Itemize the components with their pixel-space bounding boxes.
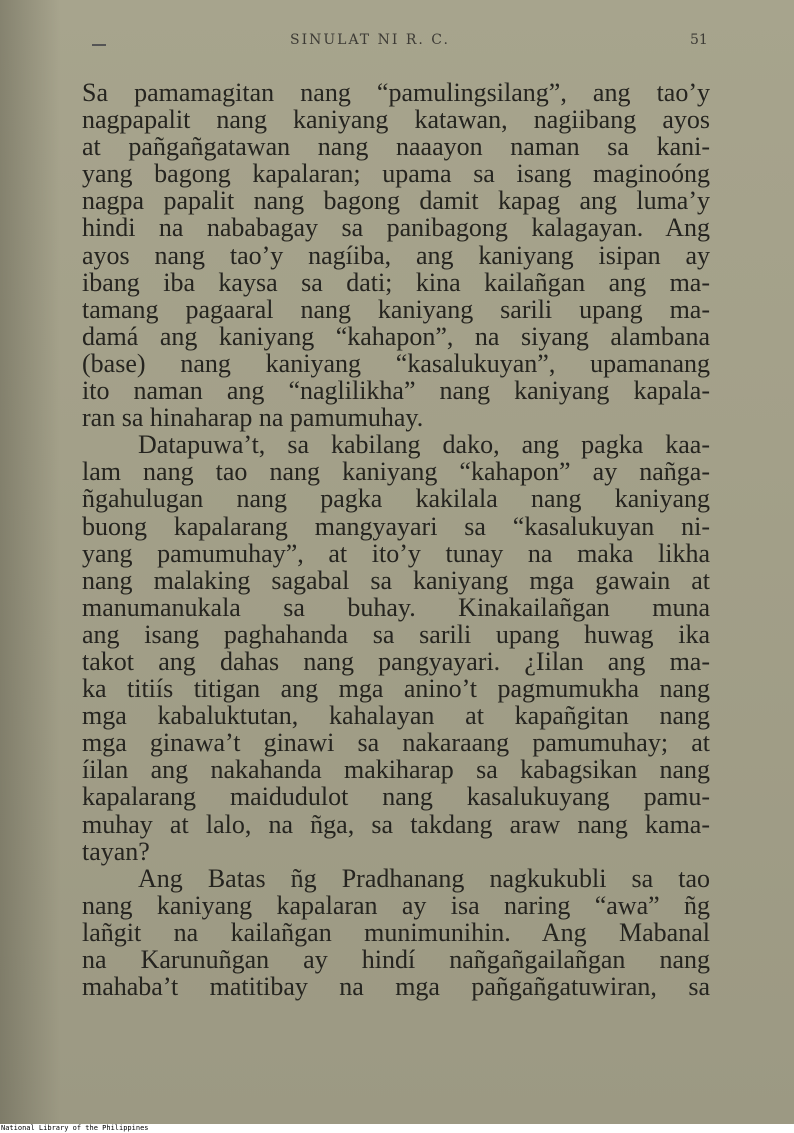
text-line: tamang pagaaral nang kaniyang sarili upang ma- [82,294,710,324]
text-line: nagpapalit nang kaniyang katawan, nagiibang ayos [82,105,710,135]
text-line: ka titiís titigan ang mga anino’t pagmumukha nang [82,674,710,704]
text-line: nang malaking sagabal sa kaniyang mga gawain at [82,565,710,595]
text-line: hindi na nababagay sa panibagong kalagayan. Ang [82,213,710,243]
text-line: muhay at lalo, na ñga, sa takdang araw nang kama- [82,809,710,839]
text-line: ibang iba kaysa sa dati; kina kailañgan ang ma- [82,267,710,297]
text-line: ang isang paghahanda sa sarili upang huwag ika [82,619,710,649]
text-line: na Karunuñgan ay hindí nañgañgailañgan nang [82,945,710,974]
body-text [82,79,710,1000]
page-edge-shadow [0,0,60,1124]
text-line: Ang Batas ñg Pradhanang nagkukubli sa tao [138,863,710,893]
text-line: Datapuwa’t, sa kabilang dako, ang pagka kaa- [138,430,710,460]
text-line: manumanukala sa buhay. Kinakailañgan muna [82,592,710,622]
page-header [0,30,794,54]
text-line: (base) nang kaniyang “kasalukuyan”, upamanang [82,348,710,378]
text-line: at pañgañgatawan nang naaayon naman sa kani- [82,132,710,162]
text-line: lañgit na kailañgan munimunihin. Ang Mabanal [82,917,710,947]
text-line: ito naman ang “naglilikha” nang kaniyang kapala- [82,376,710,406]
text-line: Sa pamamagitan nang “pamulingsilang”, ang tao’y [82,78,710,107]
text-line: mga kabaluktutan, kahalayan at kapañgitan nang [82,701,710,731]
text-line: yang bagong kapalaran; upama sa isang maginoóng [82,159,710,189]
text-line: buong kapalarang mangyayari sa “kasalukuyan ni- [82,511,710,541]
text-line: takot ang dahas nang pangyayari. ¿Iilan ang ma- [82,646,710,676]
text-line: kapalarang maidudulot nang kasalukuyang pamu- [82,782,710,812]
text-line: yang pamumuhay”, at ito’y tunay na maka likha [82,538,710,568]
text-line: mahaba’t matitibay na mga pañgañgatuwiran, sa [82,972,710,1002]
running-head: SINULAT NI R. C. [290,32,450,48]
text-line: ran sa hinaharap na pamumuhay. [82,403,424,433]
text-line: mga ginawa’t ginawi sa nakaraang pamumuhay; at [82,728,710,758]
text-line: nang kaniyang kapalaran ay isa naring “awa” ñg [82,890,710,920]
text-line: damá ang kaniyang “kahapon”, na siyang alambana [82,321,710,351]
page-number: 51 [690,32,708,48]
text-line: lam nang tao nang kaniyang “kahapon” ay nañga- [82,457,710,487]
text-line: tayan? [82,836,150,866]
text-line: íilan ang nakahanda makiharap sa kabagsikan nang [82,755,710,785]
footer-attribution: National Library of the Philippines [1,1124,149,1132]
margin-mark [92,44,106,46]
text-line: nagpa papalit nang bagong damit kapag ang luma’y [82,186,710,216]
text-line: ayos nang tao’y nagíiba, ang kaniyang isipan ay [82,240,710,270]
text-line: ñgahulugan nang pagka kakilala nang kaniyang [82,484,710,514]
